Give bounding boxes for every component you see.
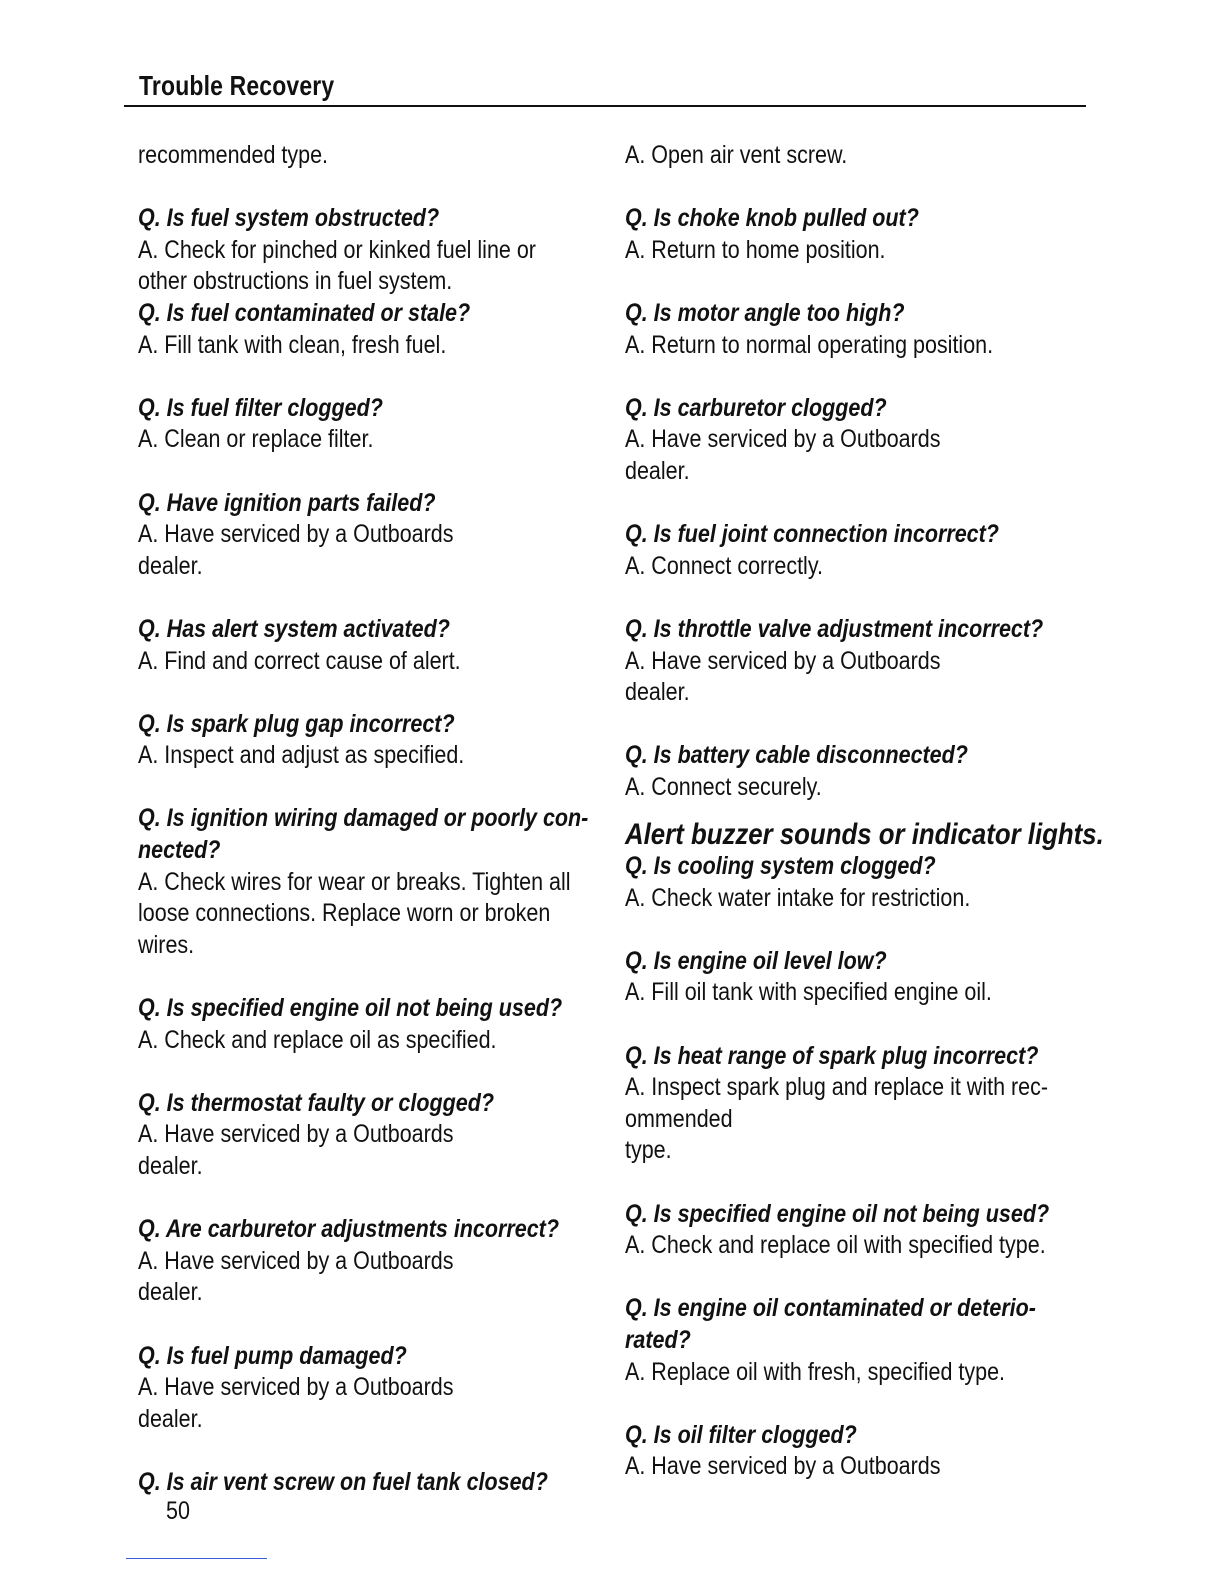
question: Q. Have ignition parts failed? <box>138 488 436 517</box>
question: Q. Is ignition wiring damaged or poorly con- <box>138 804 589 833</box>
question: Q. Is specified engine oil not being used? <box>138 994 563 1023</box>
question: Q. Is fuel filter clogged? <box>138 393 383 422</box>
answer-text: A. Connect correctly. <box>625 551 823 580</box>
answer-text: A. Have serviced by a Outboards <box>625 425 941 454</box>
answer-text: A. Return to home position. <box>625 235 886 264</box>
answer-text: dealer. <box>138 1278 203 1307</box>
answer-text: type. <box>625 1136 672 1165</box>
answer-text: A. Have serviced by a Outboards <box>138 1246 454 1275</box>
question: Q. Is air vent screw on fuel tank closed? <box>138 1467 548 1496</box>
question: Q. Is specified engine oil not being used? <box>625 1199 1050 1228</box>
answer-text: A. Check water intake for restriction. <box>625 883 971 912</box>
question: Q. Is engine oil contaminated or deterio- <box>625 1294 1036 1323</box>
question: Q. Is fuel contaminated or stale? <box>138 298 471 327</box>
question: Q. Is thermostat faulty or clogged? <box>138 1088 494 1117</box>
answer-text: A. Check and replace oil with specified type. <box>625 1231 1046 1260</box>
question: Q. Is spark plug gap incorrect? <box>138 709 455 738</box>
answer-text: A. Connect securely. <box>625 772 822 801</box>
answer-text: dealer. <box>625 456 690 485</box>
question: Q. Is engine oil level low? <box>625 946 887 975</box>
answer-text: A. Replace oil with fresh, specified type. <box>625 1357 1006 1386</box>
section-heading: Alert buzzer sounds or indicator lights. <box>625 818 1104 852</box>
answer-text: A. Check for pinched or kinked fuel line or <box>138 235 536 264</box>
footer-rule <box>126 1558 267 1559</box>
answer-text: dealer. <box>138 551 203 580</box>
answer-text: A. Find and correct cause of alert. <box>138 646 461 675</box>
question: Q. Is fuel joint connection incorrect? <box>625 520 999 549</box>
answer-text: dealer. <box>138 1152 203 1180</box>
answer-text: A. Open air vent screw. <box>625 141 848 169</box>
left-column <box>138 140 608 1499</box>
question: Q. Has alert system activated? <box>138 614 450 643</box>
question: Q. Is fuel system obstructed? <box>138 204 440 233</box>
answer-text: A. Inspect and adjust as specified. <box>138 741 465 770</box>
answer-text: A. Have serviced by a Outboards <box>138 1373 454 1402</box>
question: nected? <box>138 836 221 865</box>
question: Q. Is oil filter clogged? <box>625 1420 857 1449</box>
question: Q. Is throttle valve adjustment incorrect? <box>625 614 1044 643</box>
question: Q. Is battery cable disconnected? <box>625 741 968 770</box>
answer-text: dealer. <box>138 1404 203 1433</box>
answer-text: recommended type. <box>138 141 329 169</box>
question: Q. Is motor angle too high? <box>625 298 905 327</box>
answer-text: A. Have serviced by a Outboards <box>625 646 941 675</box>
page-number: 50 <box>166 1497 190 1525</box>
question: Q. Is heat range of spark plug incorrect? <box>625 1041 1039 1070</box>
answer-text: A. Fill oil tank with specified engine oil. <box>625 978 992 1007</box>
question: Q. Are carburetor adjustments incorrect? <box>138 1215 559 1244</box>
question: Q. Is cooling system clogged? <box>625 852 936 881</box>
question: Q. Is carburetor clogged? <box>625 393 887 422</box>
page-header-title: Trouble Recovery <box>139 70 335 101</box>
question: rated? <box>625 1325 691 1354</box>
answer-text: wires. <box>138 930 195 959</box>
answer-text: A. Have serviced by a Outboards <box>138 520 454 549</box>
answer-text: ommended <box>625 1104 733 1133</box>
answer-text: A. Inspect spark plug and replace it with rec- <box>625 1073 1049 1102</box>
answer-text: A. Check wires for wear or breaks. Tighten all <box>138 867 571 896</box>
answer-text: loose connections. Replace worn or broken <box>138 899 551 928</box>
right-column <box>625 140 1104 1483</box>
header-rule <box>124 105 1086 107</box>
question: Q. Is choke knob pulled out? <box>625 204 919 233</box>
answer-text: other obstructions in fuel system. <box>138 267 453 296</box>
answer-text: A. Return to normal operating position. <box>625 330 994 359</box>
answer-text: A. Fill tank with clean, fresh fuel. <box>138 330 447 359</box>
answer-text: A. Clean or replace filter. <box>138 425 374 454</box>
question: Q. Is fuel pump damaged? <box>138 1341 407 1370</box>
answer-text: A. Have serviced by a Outboards <box>138 1120 454 1149</box>
answer-text: dealer. <box>625 678 690 707</box>
answer-text: A. Have serviced by a Outboards <box>625 1452 941 1481</box>
answer-text: A. Check and replace oil as specified. <box>138 1025 497 1054</box>
